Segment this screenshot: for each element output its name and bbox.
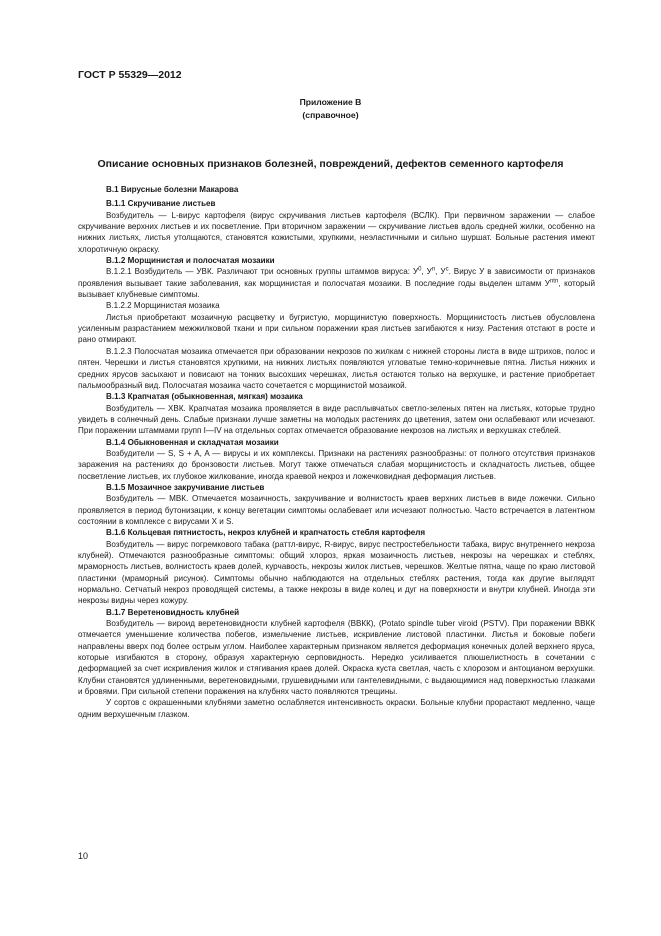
paragraph: Возбудитель — вирус погремкового табака (раттл-вирус, R-вирус, вирус пестростебельности табака, вирус внутреннего некроза клубней). Отмечаются разнообразные симптомы: общий хлороз, яркая мозаичность листьев, некрозы на черешках и стеблях, мраморность листьев, волнистость краев долей, курчавость, некрозы жилок листьев, черешков. Желтые пятна, чаще по краю листовой пластинки (мраморный рисунок). Симптомы обычно наблюдаются на отдельных стеблях растения, тогда как другие выглядят нормально. Сетчатый некроз проводящей системы, а также некрозы в виде колец и дуг на поверхности и внутри клубней. Иногда эти некрозы видны через кожуру. bbox=[78, 539, 595, 606]
paragraph: В.1.2.3 Полосчатая мозаика отмечается при образовании некрозов по жилкам с нижней стороны листа в виде штрихов, полос и пятен. Черешки и листья становятся хрупкими, на нижних листьях появляются угловатые темно-коричневые пятна. Листья нижних и средних ярусов засыхают и повисают на тонких высохших черешках, листья остаются только на верхушке, и растение приобретает пальмообразный вид. Полосчатая мозаика часто сочетается с морщинистой мозаикой. bbox=[78, 346, 595, 390]
subsection-heading: В.1.1 Скручивание листьев bbox=[106, 199, 216, 209]
superscript: c bbox=[445, 266, 449, 273]
paragraph: Возбудитель — L-вирус картофеля (вирус скручивания листьев картофеля (ВСЛК). При первичном заражении — слабое скручивание верхних листьев и их посветление. При вторичном заражении — скручивание листьев вдоль средней жилки, особенно на нижних листьях, листья утолщаются, становятся кожистыми, хрупкими, неэластичными и сильно шуршат. Больные растения имеют хлоротичную окраску. bbox=[78, 210, 595, 254]
text-run: , который вызывает клубневые симптомы. bbox=[78, 278, 595, 300]
text-run: . Вирус У в зависимости от признаков проявления вызывает такие заболевания, как морщинистая и полосчатая мозаики. В последние годы выделен штамм У bbox=[78, 267, 596, 288]
annex-status: (справочное) bbox=[302, 110, 359, 120]
standard-header: ГОСТ Р 55329—2012 bbox=[78, 69, 182, 81]
subsection-heading: В.1.6 Кольцевая пятнистость, некроз клубней и крапчатость стебля картофеля bbox=[106, 528, 426, 538]
paragraph: Возбудитель — МВК. Отмечается мозаичность, закручивание и волнистость краев верхних листьев в виде ложечки. Сильно проявляется в период бутонизации, к концу вегетации симптомы ослабевает или исчезают полностью. Часто встречается в латентном состоянии в комплексе с вирусами X и S. bbox=[78, 494, 595, 526]
page-number: 10 bbox=[78, 851, 89, 861]
text-run: В.1.2.1 Возбудитель — УВК. Различают три основных группы штаммов вируса: У bbox=[106, 267, 419, 277]
paragraph-strains bbox=[78, 266, 595, 300]
subsection-heading: В.1.2 Морщинистая и полосчатая мозаики bbox=[106, 256, 275, 266]
section-heading: В.1 Вирусные болезни Макарова bbox=[106, 185, 239, 194]
subsection-heading: В.1.5 Мозаичное закручивание листьев bbox=[106, 482, 265, 492]
paragraph: У сортов с окрашенными клубнями заметно ослабляется интенсивность окраски. Больные клубни прорастают медленно, чаще одним верхушечным глазком. bbox=[78, 698, 595, 719]
superscript: n bbox=[431, 266, 436, 273]
paragraph: Возбудители — S, S + A, A — вирусы и их комплексы. Признаки на растениях разнообразны: от полного отсутствия признаков заражения на растениях до бронзовости листьев. Могут также отмечаться слабая морщинистость и складчатость листьев, общее посветление листьев, их глубокое жилкование, иногда краевой некроз и ложечковидная деформация листьев. bbox=[78, 448, 595, 481]
paragraph: Возбудитель — ХВК. Крапчатая мозаика проявляется в виде расплывчатых светло-зеленых пятен на листьях, которые трудно увидеть в солнечный день. Слабые признаки лучше заметны на молодых растениях до цветения, затем они ослабевают или исчезают. При поражении штаммами групп I—IV на отдельных сортах отмечается образование некрозов на листьях и верхушках стеблей. bbox=[78, 403, 595, 436]
subsection-heading: В.1.3 Крапчатая (обыкновенная, мягкая) мозаика bbox=[106, 392, 303, 402]
paragraph: Возбудитель — вироид веретеновидности клубней картофеля (ВВКК), (Potato spindle tuber viroid (PSTV). При поражении ВВКК отмечается уменьшение количества побегов, измельчение листьев, искривление листовой пластинки. Листья и боковые побеги направлены вверх под более острым углом. Наиболее характерным признаком является деформация конечных долей верхнего яруса, которые изгибаются в сторону, образуя характерную серповидность. Нередко усиливается плюшелистность в сочетании с деформацией за счет искривления жилок и стягивания краев долей. Окраска куста светлая, часть с хлорозом и антоцианом верхушки. Клубни становятся удлиненными, веретеновидными, грушевидными или гантелевидными, с выдающимися над поверхностью глазками и бровями. При сильной степени поражения на клубнях часто появляются трещины. bbox=[78, 619, 595, 697]
superscript: 0 bbox=[418, 266, 422, 273]
subsection-label: В.1.2.2 Морщинистая мозаика bbox=[106, 301, 220, 311]
text-run: , У bbox=[435, 267, 446, 277]
superscript: ntn bbox=[549, 278, 559, 285]
paragraph: Листья приобретают мозаичную расцветку и бугристую, морщинистую поверхность. Морщинистость листьев обусловлена усиленным разрастанием межжилковой ткани и при сильном поражении края листьев загибаются к низу. Растения отстают в росте и рано отмирают. bbox=[78, 312, 595, 345]
text-run: , У bbox=[421, 267, 432, 277]
subsection-heading: В.1.7 Веретеновидность клубней bbox=[106, 607, 240, 617]
document-body bbox=[78, 184, 595, 720]
main-title: Описание основных признаков болезней, повреждений, дефектов семенного картофеля bbox=[97, 158, 564, 170]
subsection-heading: В.1.4 Обыкновенная и складчатая мозаики bbox=[106, 437, 279, 447]
annex-title: Приложение В bbox=[299, 97, 362, 107]
